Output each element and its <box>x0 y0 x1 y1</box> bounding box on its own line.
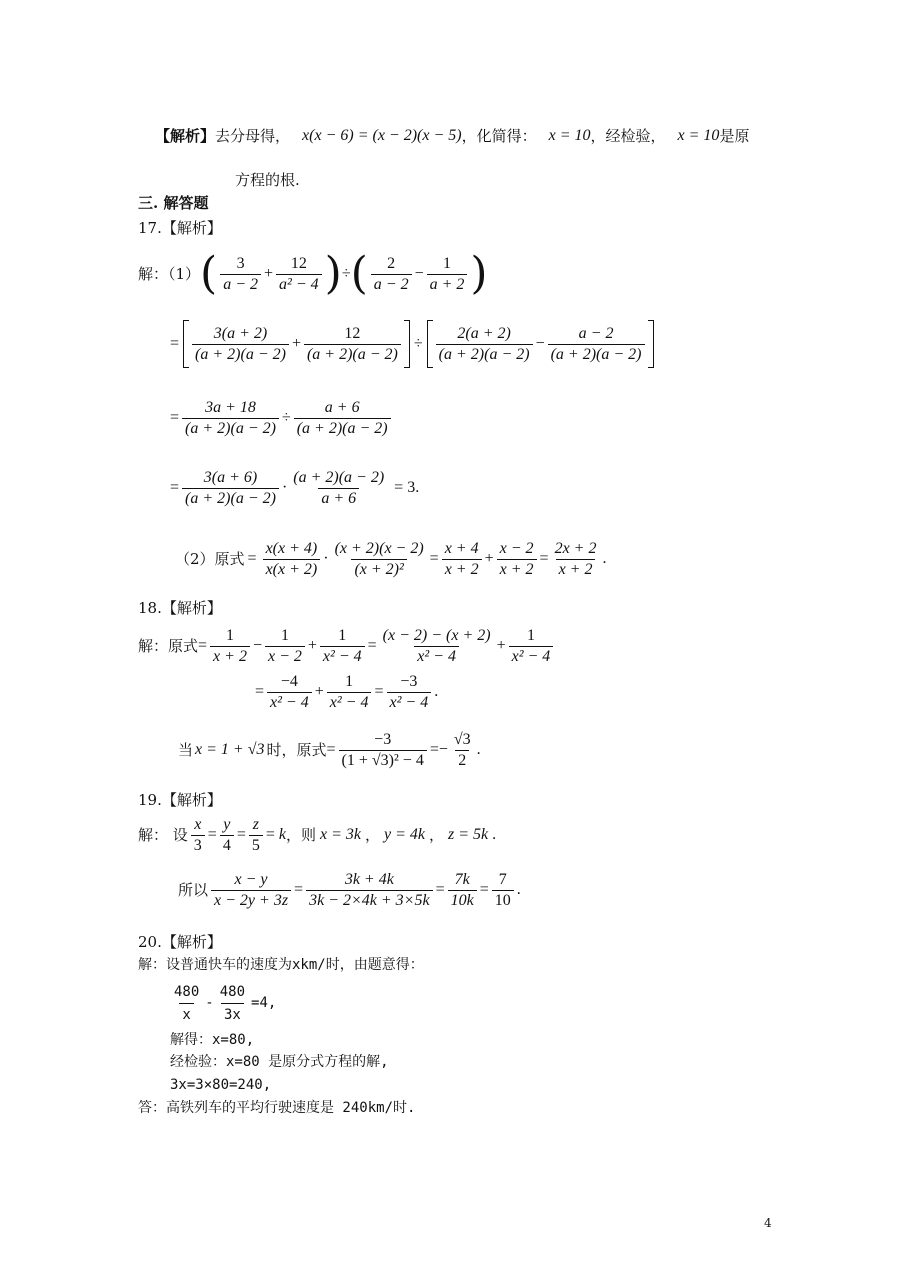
q17-line-3: = $\frac{3a + 18}{(a + 2)(a - 2)}$ ÷ $\frac{a + 6}{(a + 2)(a - 2)}$ <box>170 392 394 444</box>
fraction: $\frac{(x + 2)(x - 2)}{\text{(x + 2)²}}$ <box>334 539 424 578</box>
section-title: 三. 解答题 <box>138 194 209 212</box>
q16-result: x = 10 <box>548 127 591 144</box>
q19-r1: x = 3k <box>320 826 361 843</box>
q17-part-2: （2）原式 = $\frac{x(x + 4)}{x(x + 2)}$ · $\frac{(x + 2)(x - 2)}{\text{(x + 2)²}}$ = $\frac{x + 4}{x + 2}$ + $\frac{x - 2}{x + 2}$ = $\frac{2x + 2}{x + 2}$ . <box>175 539 607 578</box>
fraction: $\frac{a + 6}{(a + 2)(a - 2)}$ <box>294 399 391 438</box>
fraction: $\frac{2}{a - 2}$ <box>371 255 412 294</box>
fraction: $\frac{3k + 4k}{3k - 2\times 4k + 3\times 5k}$ <box>306 871 433 910</box>
fraction: $\frac{(a + 2)(a - 2)}{a + 6}$ <box>293 468 385 507</box>
q19-so: 所以 <box>178 881 209 899</box>
q18-condition: x = 1 + √3 <box>195 741 265 758</box>
q16-text-3: ，经检验， <box>590 127 666 145</box>
page-number: 4 <box>764 1216 772 1230</box>
q19-then: ，则 <box>285 826 316 844</box>
q18-heading: 18.【解析】 <box>138 599 222 617</box>
q19-line-2: 所以 $\frac{x - y}{x - 2y + 3z}$ = $\frac{3k + 4k}{3k - 2\times 4k + 3\times 5k}$ = $\frac{7k}{10k}$ = $\frac{7}{10}$ . <box>178 870 521 909</box>
fraction: $\frac{x + 4}{x + 2}$ <box>442 540 482 579</box>
q18-when-2: 时，原式 <box>266 741 327 759</box>
q18-line-1: 解：原式 = $\frac{1}{x + 2}$ − $\frac{1}{x - 2}$ + $\frac{1}{\text{x² − 4}}$ = $\frac{(x - 2) - (x + 2)}{\text{x² − 4}}$ + $\frac{1}{\text{x² − 4}}$ <box>138 620 556 672</box>
fraction: $\frac{z}{5}$ <box>249 816 263 855</box>
fraction: $\frac{√3}{2}$ <box>453 730 471 769</box>
fraction: $\frac{1}{a + 2}$ <box>427 255 468 294</box>
q16-equation: x(x − 6) = (x − 2)(x − 5) <box>302 127 462 144</box>
fraction: $\frac{3(a + 2)}{(a + 2)(a - 2)}$ <box>192 325 289 364</box>
q17-result: 3 <box>407 479 416 496</box>
fraction: $\frac{7k}{10k}$ <box>448 871 477 910</box>
fraction: $\frac{x - 2}{x + 2}$ <box>497 540 537 579</box>
q20-line-6: 答：高铁列车的平均行驶速度是 240km/时. <box>138 1100 416 1116</box>
fraction: $\frac{12}{\text{a² − 4}}$ <box>276 255 322 294</box>
fraction: $\frac{1}{\text{x² − 4}}$ <box>509 627 554 666</box>
q20-line-1: 解：设普通快车的速度为xkm/时，由题意得： <box>138 957 424 973</box>
q20-line-3: 解得：x=80, <box>170 1032 255 1048</box>
q17-part2-label: （2）原式 <box>175 550 245 568</box>
fraction: $\frac{1}{\text{x² − 4}}$ <box>327 673 372 712</box>
fraction: $\frac{-3}{\text{x² − 4}}$ <box>387 673 432 712</box>
q19-line-1: 解： 设 $\frac{x}{3}$ = $\frac{y}{4}$ = $\frac{z}{5}$ = k ，则 x = 3k ， y = 4k ， z = 5k . <box>138 815 497 854</box>
analysis-tag: 【解析】 <box>155 127 216 145</box>
q19-heading: 19.【解析】 <box>138 791 222 809</box>
q19-r2: y = 4k <box>384 826 426 843</box>
fraction: $\frac{1}{x + 2}$ <box>210 627 250 666</box>
fraction: $\frac{x - y}{x - 2y + 3z}$ <box>211 871 291 910</box>
fraction: $\frac{x(x + 4)}{x(x + 2)}$ <box>263 540 321 579</box>
q18-solution-label: 解：原式 <box>138 637 199 655</box>
fraction: $\frac{12}{(a + 2)(a - 2)}$ <box>304 325 401 364</box>
fraction: $\frac{3(a + 6)}{(a + 2)(a - 2)}$ <box>182 469 279 508</box>
q18-line-2: = $\frac{-4}{\text{x² − 4}}$ + $\frac{1}{\text{x² − 4}}$ = $\frac{-3}{\text{x² − 4}}$ . <box>255 672 439 711</box>
left-bracket <box>427 320 433 368</box>
fraction: $\frac{-3}{\text{(1 + √3)² − 4}}$ <box>339 731 427 770</box>
fraction: $\frac{480}{x}$ <box>174 983 200 1023</box>
q20-line-5: 3x=3×80=240, <box>170 1077 272 1093</box>
q16-text-5: 方程的根. <box>235 171 300 189</box>
q20-equation-rhs: =4, <box>251 995 277 1011</box>
fraction: $\frac{(x - 2) - (x + 2)}{\text{x² − 4}}$ <box>382 626 491 665</box>
q20-heading: 20.【解析】 <box>138 933 222 951</box>
right-bracket <box>404 320 410 368</box>
q17-line-2: = $\frac{3(a + 2)}{(a + 2)(a - 2)}$ + $\frac{12}{(a + 2)(a - 2)}$ ÷ $\frac{2(a + 2)}{(a + 2)(a - 2)}$ − $\frac{a - 2}{(a + 2)(a - 2)}$ <box>170 318 654 370</box>
q17-solution-label: 解：（1） <box>138 265 201 283</box>
q16-analysis-line <box>155 126 749 146</box>
fraction: $\frac{1}{\text{x² − 4}}$ <box>320 627 365 666</box>
q18-when: 当 <box>178 741 194 759</box>
q17-line-1: 解：（1） ( $\frac{3}{a - 2}$ + $\frac{12}{\text{a² − 4}}$ ) ÷ ( $\frac{2}{a - 2}$ − $\frac{1}{a + 2}$ ) <box>138 248 488 299</box>
q19-k: k <box>278 826 286 843</box>
q17-line-4: = $\frac{3(a + 6)}{(a + 2)(a - 2)}$ · $\frac{(a + 2)(a - 2)}{a + 6}$ = 3 . <box>170 468 420 507</box>
fraction: $\frac{y}{4}$ <box>220 816 234 855</box>
q16-text-1: 去分母得， <box>215 127 291 145</box>
q19-solution-label: 解： 设 <box>138 826 188 844</box>
fraction: $\frac{1}{x - 2}$ <box>265 627 305 666</box>
fraction: $\frac{a - 2}{(a + 2)(a - 2)}$ <box>548 325 645 364</box>
right-bracket <box>648 320 654 368</box>
q20-line-4: 经检验：x=80 是原分式方程的解, <box>170 1054 389 1070</box>
fraction: $\frac{2(a + 2)}{(a + 2)(a - 2)}$ <box>436 325 533 364</box>
q18-line-3: 当 x = 1 + √3 时，原式 = $\frac{-3}{\text{(1 + √3)² − 4}}$ = − $\frac{√3}{2}$ . <box>178 730 481 769</box>
fraction: $\frac{2x + 2}{x + 2}$ <box>554 539 597 578</box>
fraction: $\frac{480}{3x}$ <box>219 983 246 1023</box>
fraction: $\frac{-4}{\text{x² − 4}}$ <box>267 673 312 712</box>
fraction: $\frac{7}{10}$ <box>492 871 514 910</box>
q17-heading: 17.【解析】 <box>138 219 222 237</box>
fraction: $\frac{3}{a - 2}$ <box>220 255 261 294</box>
q16-check: x = 10 <box>677 127 720 144</box>
fraction: $\frac{3a + 18}{(a + 2)(a - 2)}$ <box>182 399 279 438</box>
q20-equation: $\frac{480}{x}$ - $\frac{480}{3x}$ =4, <box>168 980 276 1026</box>
q16-text-2: ，化简得： <box>461 127 537 145</box>
q19-r3: z = 5k <box>448 826 489 843</box>
left-bracket <box>183 320 189 368</box>
fraction: $\frac{x}{3}$ <box>191 816 205 855</box>
q16-text-4: 是原 <box>719 127 750 145</box>
